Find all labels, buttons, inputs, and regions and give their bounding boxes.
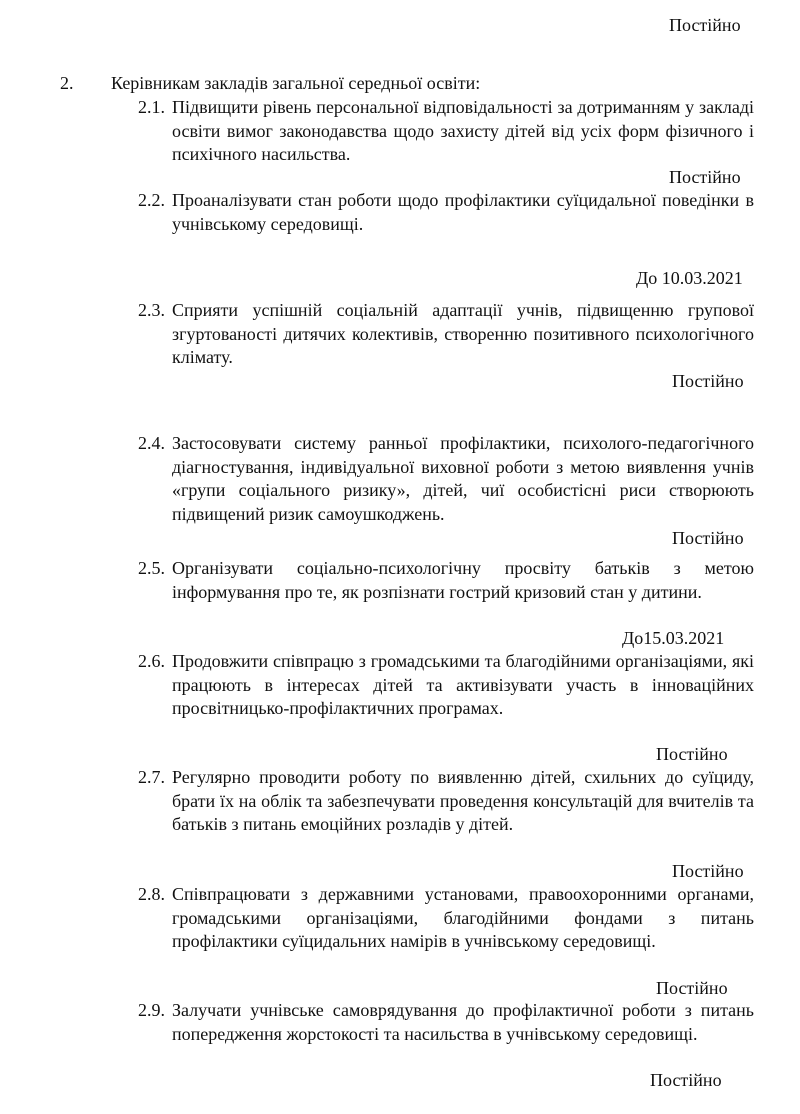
item-number: 2.7. bbox=[138, 767, 165, 787]
item-number: 2.2. bbox=[138, 190, 165, 210]
item-number: 2.3. bbox=[138, 300, 165, 320]
item-term-2-2: До 10.03.2021 bbox=[636, 268, 743, 288]
term-top: Постійно bbox=[669, 15, 741, 35]
item-term-2-4: Постійно bbox=[672, 528, 744, 548]
item-2-6 bbox=[138, 650, 754, 721]
item-text: Співпрацювати з державними установами, правоохоронними органами, громадськими організаціями, благодійними фондами з питань профілактики суїцидальних намірів в учнівському середовищі. bbox=[172, 884, 754, 951]
item-text: Застосовувати систему ранньої профілактики, психолого-педагогічного діагностування, індивідуальної виховної роботи з метою виявлення учнів «групи соціального ризику», дітей, чиї особистісні риси створюють підвищений ризик самоушкоджень. bbox=[172, 433, 754, 524]
item-term-2-5: До15.03.2021 bbox=[622, 628, 725, 648]
item-term-2-3: Постійно bbox=[672, 371, 744, 391]
item-number: 2.6. bbox=[138, 651, 165, 671]
item-text: Підвищити рівень персональної відповідальності за дотриманням у закладі освіти вимог законодавства щодо захисту дітей від усіх форм фізичного і психічного насильства. bbox=[172, 97, 754, 164]
section-title: Керівникам закладів загальної середньої освіти: bbox=[111, 73, 481, 93]
item-term-2-7: Постійно bbox=[672, 861, 744, 881]
item-2-4 bbox=[138, 432, 754, 526]
item-text: Сприяти успішній соціальній адаптації учнів, підвищенню групової згуртованості дитячих колективів, створенню позитивного психологічного клімату. bbox=[172, 300, 754, 367]
item-2-9 bbox=[138, 999, 754, 1046]
item-text: Регулярно проводити роботу по виявленню дітей, схильних до суїциду, брати їх на облік та забезпечувати проведення консультацій для вчителів та батьків з питань емоційних розладів у дітей. bbox=[172, 767, 754, 834]
item-number: 2.9. bbox=[138, 1000, 165, 1020]
item-number: 2.4. bbox=[138, 433, 165, 453]
item-text: Організувати соціально-психологічну просвіту батьків з метою інформування про те, як розпізнати гострий кризовий стан у дитини. bbox=[172, 558, 754, 602]
item-term-2-1: Постійно bbox=[669, 167, 741, 187]
item-2-2 bbox=[138, 189, 754, 236]
item-term-2-6: Постійно bbox=[656, 744, 728, 764]
item-2-3 bbox=[138, 299, 754, 370]
item-2-1 bbox=[138, 96, 754, 167]
item-term-2-9: Постійно bbox=[650, 1070, 722, 1090]
item-text: Проаналізувати стан роботи щодо профілактики суїцидальної поведінки в учнівському середовищі. bbox=[172, 190, 754, 234]
item-term-2-8: Постійно bbox=[656, 978, 728, 998]
item-2-8 bbox=[138, 883, 754, 954]
section-number: 2. bbox=[60, 73, 74, 93]
item-2-7 bbox=[138, 766, 754, 837]
item-text: Продовжити співпрацю з громадськими та благодійними організаціями, які працюють в інтересах дітей та активізувати участь в інноваційних просвітницько-профілактичних програмах. bbox=[172, 651, 754, 718]
item-text: Залучати учнівське самоврядування до профілактичної роботи з питань попередження жорстокості та насильства в учнівському середовищі. bbox=[172, 1000, 754, 1044]
item-number: 2.8. bbox=[138, 884, 165, 904]
item-number: 2.1. bbox=[138, 97, 165, 117]
item-2-5 bbox=[138, 557, 754, 604]
item-number: 2.5. bbox=[138, 558, 165, 578]
